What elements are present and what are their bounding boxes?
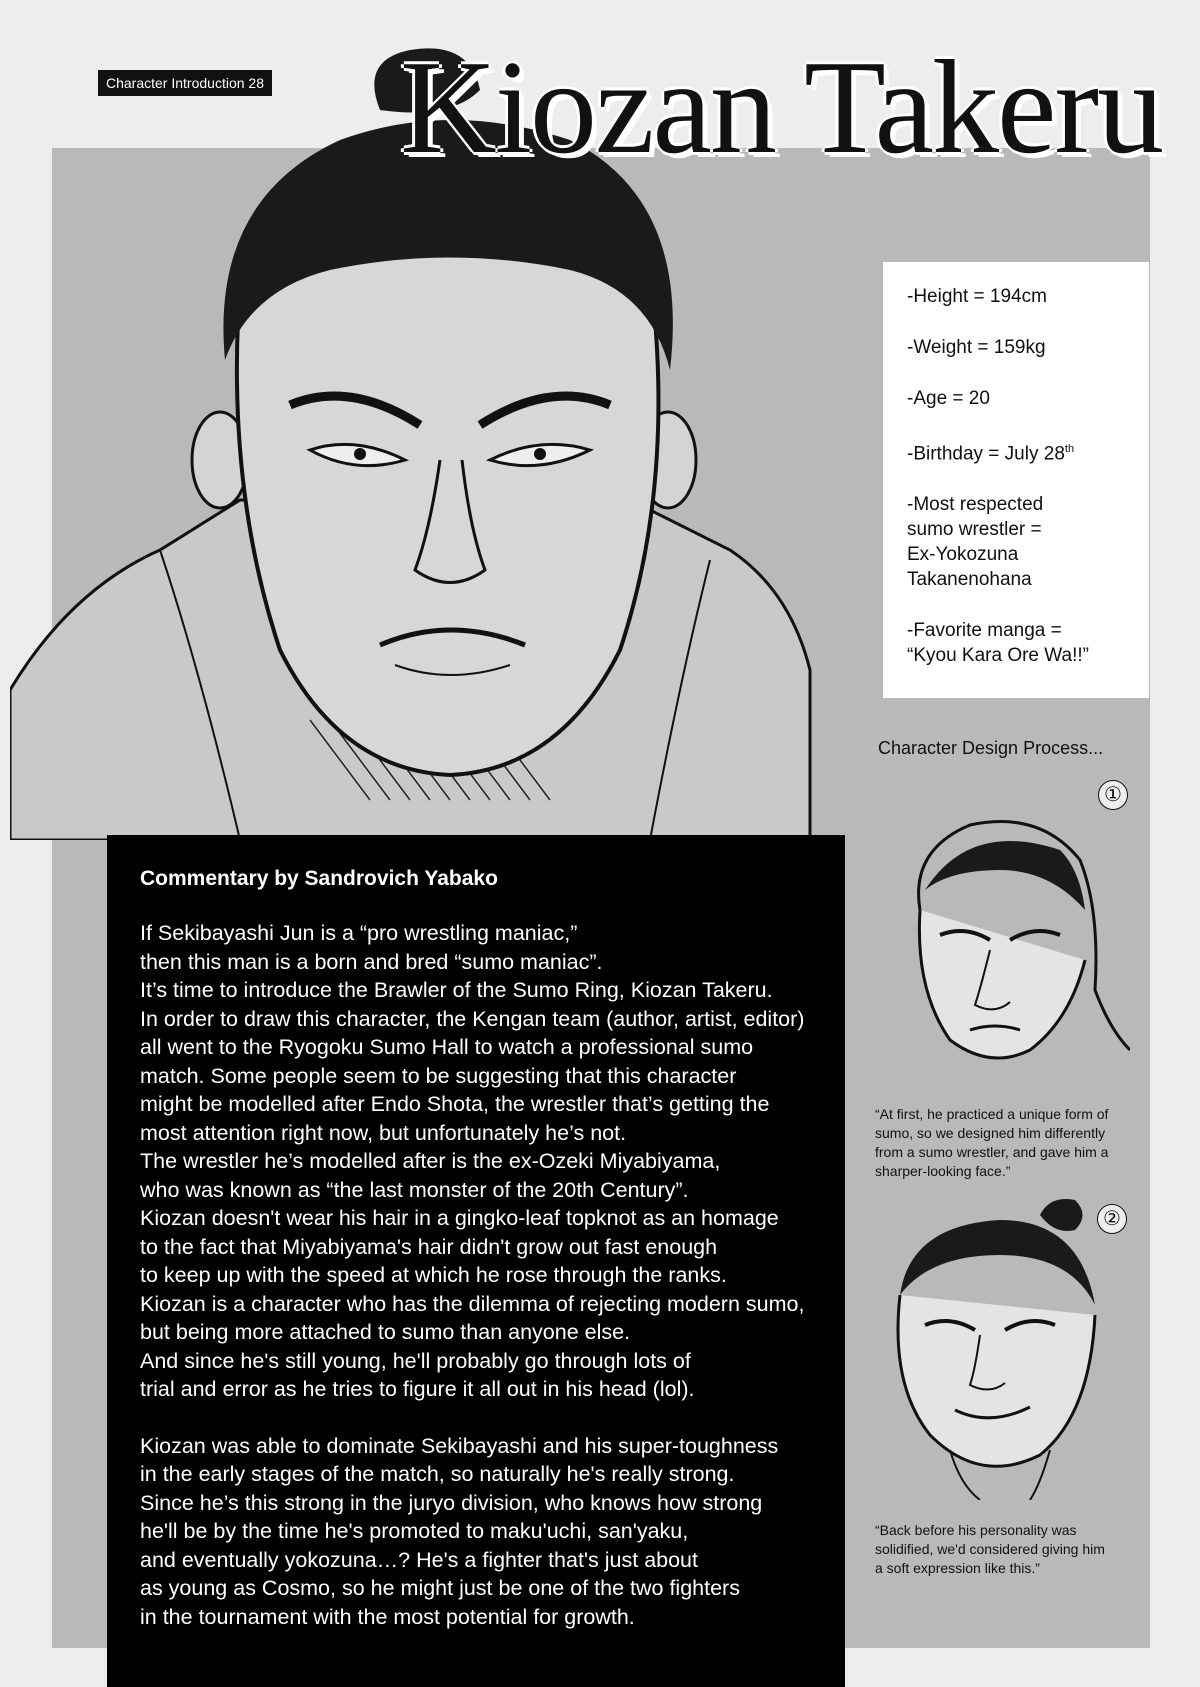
stat-height: -Height = 194cm: [907, 286, 1047, 307]
design-process-heading: Character Design Process...: [878, 738, 1104, 758]
sketch-number-1: ①: [1098, 780, 1128, 810]
commentary-paragraph-1: If Sekibayashi Jun is a “pro wrestling maniac,” then this man is a born and bred “sumo maniac”. It’s time to introduce the Brawler of the Sumo Ring, Kiozan Takeru. In order to draw this character, the Kengan team (author, artist, editor) all went to the Ryogoku Sumo Hall to watch a professional sumo match. Some people seem to be suggesting that this character might be modelled after Endo Shota, the wrestler that’s getting the most attention right now, but unfortunately he’s not. The wrestler he’s modelled after is the ex-Ozeki Miyabiyama, who was known as “the last monster of the 20th Century”. Kiozan doesn't wear his hair in a gingko-leaf topknot as an homage to the fact that Miyabiyama's hair didn't grow out fast enough to keep up with the speed at which he rose through the ranks. Kiozan is a character who has the dilemma of rejecting modern sumo, but being more attached to sumo than anyone else. And since he's still young, he'll probably go through lots of trial and error as he tries to figure it all out in his head (lol).: [140, 921, 805, 1401]
character-name-title: Kiozan Takeru: [400, 33, 1163, 181]
stat-respected-wrestler: -Most respected sumo wrestler = Ex-Yokozuna Takanenohana: [907, 494, 1044, 591]
commentary-box: [107, 835, 845, 1687]
commentary-title: Commentary by Sandrovich Yabako: [140, 867, 498, 890]
character-intro-tag: Character Introduction 28: [98, 70, 272, 96]
stat-birthday-suffix: th: [1064, 443, 1075, 455]
commentary-paragraph-2: Kiozan was able to dominate Sekibayashi and his super-toughness in the early stages of the match, so naturally he's really strong. Since he’s this strong in the juryo division, who knows how strong he'll be by the time he's promoted to maku'uchi, san'yaku, and eventually yokozuna…? He's a fighter that's just about as young as Cosmo, so he might just be one of the two fighters in the tournament with the most potential for growth.: [140, 1433, 779, 1629]
stat-age: -Age = 20: [907, 388, 990, 409]
stat-favorite-manga: -Favorite manga = “Kyou Kara Ore Wa!!”: [907, 620, 1089, 667]
sketch-caption-2: “Back before his personality was solidified, we'd considered giving him a soft expression like this.”: [875, 1522, 1105, 1576]
design-sketch-2: [890, 1195, 1120, 1500]
sketch-number-2: ②: [1097, 1204, 1127, 1234]
sketch-caption-1: “At first, he practiced a unique form of sumo, so we designed him differently from a sumo wrestler, and gave him a sharper-looking face.”: [875, 1106, 1109, 1179]
stat-weight: -Weight = 159kg: [907, 337, 1046, 358]
stat-birthday: [907, 437, 1129, 466]
stats-box: [883, 262, 1149, 698]
stat-birthday-text: -Birthday = July 28: [907, 443, 1065, 465]
design-sketch-1: [880, 790, 1130, 1080]
